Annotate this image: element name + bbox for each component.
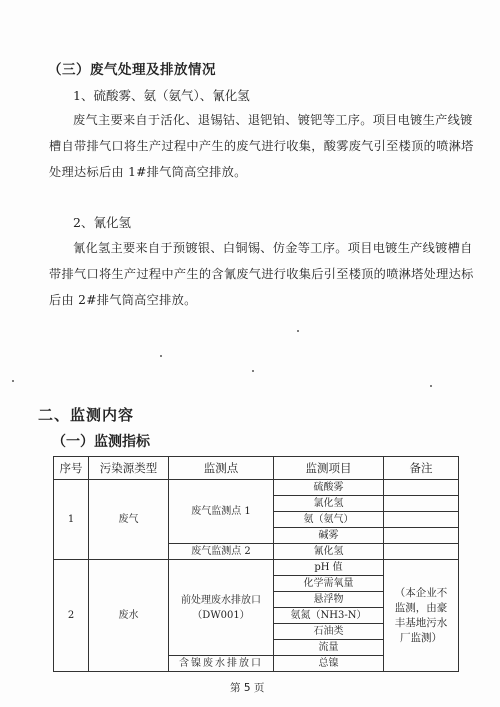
section-heading-exhaust: （三）废气处理及排放情况 [48, 62, 216, 78]
cell-monitoring-item: pH 值 [274, 560, 384, 576]
point-code: （DW001） [192, 609, 250, 621]
cell-monitoring-item: 氨（氨气） [274, 512, 384, 528]
cell-monitoring-item: 碱雾 [274, 528, 384, 544]
header-monitoring-item: 监测项目 [274, 457, 384, 480]
cell-monitoring-point [169, 560, 274, 656]
cell-remark [384, 528, 459, 544]
cell-monitoring-item: 硫酸雾 [274, 480, 384, 496]
header-no: 序号 [54, 457, 89, 480]
header-source-type: 污染源类型 [89, 457, 169, 480]
section-heading-monitoring: 二、监测内容 [38, 406, 135, 424]
cell-source-type: 废气 [89, 480, 169, 560]
header-remark: 备注 [384, 457, 459, 480]
cell-remark [384, 496, 459, 512]
cell-monitoring-item: 化学需氧量 [274, 576, 384, 592]
cell-source-type: 废水 [89, 560, 169, 672]
cell-monitoring-item: 流量 [274, 640, 384, 656]
cell-monitoring-point: 含镍废水排放口 [169, 656, 274, 672]
table-header-row [54, 457, 459, 480]
cell-monitoring-item: 氯化氢 [274, 496, 384, 512]
cell-monitoring-item: 悬浮物 [274, 592, 384, 608]
cell-monitoring-point: 废气监测点 2 [169, 544, 274, 560]
point-name: 前处理废水排放口 [181, 594, 261, 606]
scan-speck [297, 330, 299, 332]
item1-line-2: 槽自带排气口将生产过程中产生的废气进行收集，酸雾废气引至楼顶的喷淋塔 [49, 139, 474, 153]
scan-speck [12, 380, 14, 382]
item2-title: 2、氰化氢 [73, 215, 131, 230]
scan-speck [160, 355, 162, 357]
monitoring-table [53, 456, 459, 672]
cell-monitoring-item: 氨氮（NH3-N） [274, 608, 384, 624]
cell-remark [384, 512, 459, 528]
subheading-monitoring-indicators: （一）监测指标 [52, 434, 150, 450]
cell-remark [384, 480, 459, 496]
cell-monitoring-item: 石油类 [274, 624, 384, 640]
cell-no: 2 [54, 560, 89, 672]
cell-remark: （本企业不监测，由豪丰基地污水厂监测） [384, 560, 459, 672]
item2-line-2: 带排气口将生产过程中产生的含氰废气进行收集后引至楼顶的喷淋塔处理达标 [49, 267, 474, 281]
item1-title: 1、硫酸雾、氨（氨气）、氰化氢 [73, 88, 250, 103]
item1-line-1: 废气主要来自于活化、退锡钴、退钯铂、镀钯等工序。项目电镀生产线镀 [73, 113, 473, 127]
table-row [54, 560, 459, 576]
item2-line-3: 后由 2#排气筒高空排放。 [49, 293, 197, 307]
header-monitoring-point: 监测点 [169, 457, 274, 480]
cell-monitoring-point: 废气监测点 1 [169, 480, 274, 544]
scan-speck [430, 385, 432, 387]
cell-no: 1 [54, 480, 89, 560]
cell-monitoring-item: 总镍 [274, 656, 384, 672]
cell-monitoring-item: 氰化氢 [274, 544, 384, 560]
item1-line-3: 处理达标后由 1#排气筒高空排放。 [49, 165, 247, 179]
page-number: 第 5 页 [230, 682, 265, 694]
item2-line-1: 氰化氢主要来自于预镀银、白铜锡、仿金等工序。项目电镀生产线镀槽自 [73, 241, 473, 255]
scan-speck [252, 370, 254, 372]
table-row [54, 480, 459, 496]
cell-remark [384, 544, 459, 560]
